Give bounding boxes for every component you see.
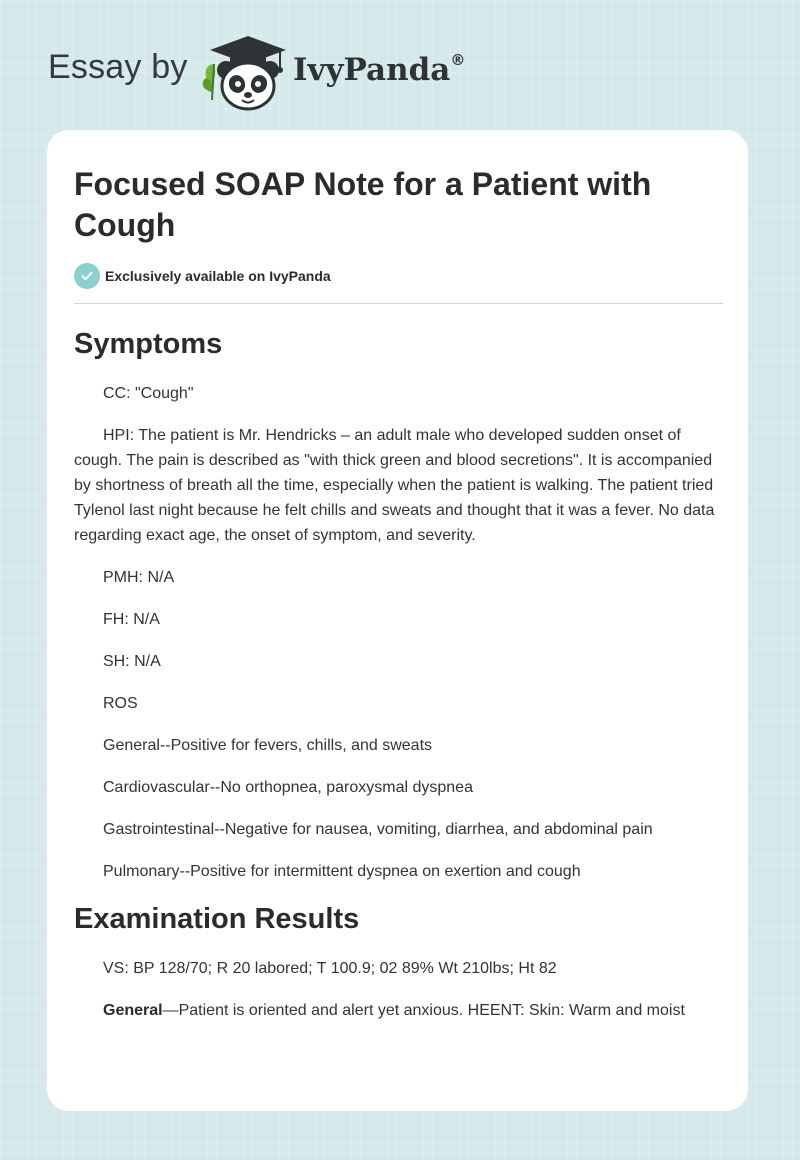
document-title: Focused SOAP Note for a Patient with Cough [74, 166, 652, 243]
document-body [74, 324, 726, 1023]
section-heading-examination: Examination Results [74, 903, 360, 935]
paragraph-cc: CC: "Cough" [103, 385, 194, 402]
paragraph-pmh: PMH: N/A [103, 569, 175, 586]
divider [74, 303, 723, 304]
paragraph-ros-gastrointestinal: Gastrointestinal--Negative for nausea, vomiting, diarrhea, and abdominal pain [103, 821, 653, 838]
exam-general-label: General [103, 1002, 163, 1019]
paragraph-exam-general [74, 998, 726, 1023]
section-heading-symptoms: Symptoms [74, 328, 223, 360]
paragraph-vital-signs: VS: BP 128/70; R 20 labored; T 100.9; 02 89% Wt 210lbs; Ht 82 [103, 960, 557, 977]
brand-name[interactable]: IvyPanda® [293, 50, 466, 88]
ivypanda-logo[interactable] [200, 34, 290, 112]
essay-by-label: Essay by [48, 48, 188, 86]
exclusive-badge-text: Exclusively available on IvyPanda [105, 268, 331, 284]
registered-mark: ® [450, 50, 466, 69]
paragraph-hpi: HPI: The patient is Mr. Hendricks – an adult male who developed sudden onset of cough. The pain is described as "with thick green and blood secretions". It is accompanied by shortness of breath all the time, especially when the patient is walking. The patient tried Tylenol last night because he felt chills and sweats and thought that it was a fever. No data regarding exact age, the onset of symptom, and severity. [74, 427, 715, 544]
paragraph-sh: SH: N/A [103, 653, 161, 670]
exam-general-text: —Patient is oriented and alert yet anxious. HEENT: Skin: Warm and moist [162, 1002, 685, 1019]
site-header [48, 30, 548, 110]
paragraph-fh: FH: N/A [103, 611, 160, 628]
paragraph-ros-cardiovascular: Cardiovascular--No orthopnea, paroxysmal dyspnea [103, 779, 473, 796]
paragraph-ros: ROS [103, 695, 138, 712]
paragraph-ros-pulmonary: Pulmonary--Positive for intermittent dyspnea on exertion and cough [103, 863, 581, 880]
document-card [47, 130, 748, 1111]
exclusive-badge [74, 263, 331, 289]
check-circle-icon [74, 263, 100, 289]
paragraph-ros-general: General--Positive for fevers, chills, and sweats [103, 737, 433, 754]
